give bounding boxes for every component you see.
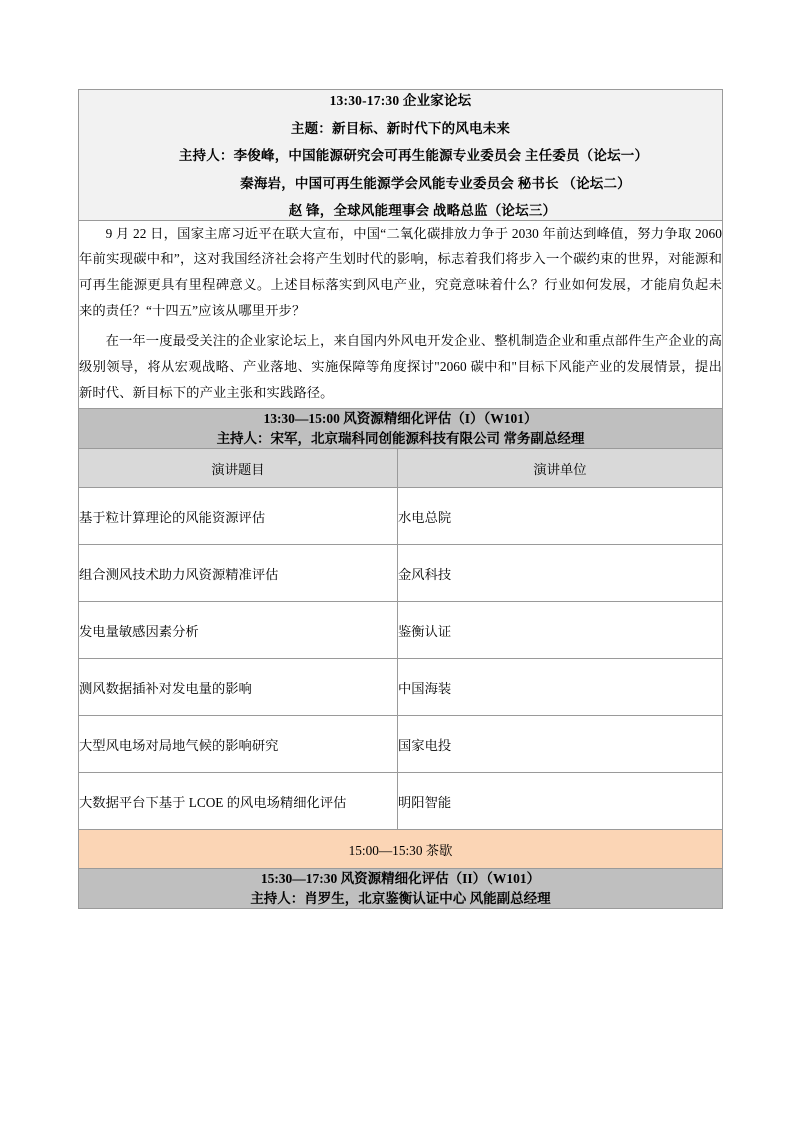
forum-paragraph-2: 在一年一度最受关注的企业家论坛上，来自国内外风电开发企业、整机制造企业和重点部件生产企业的高级别领导，将从宏观战略、产业落地、实施保障等角度探讨"2060 碳中和"目标下风能产业的发展情景，提出新时代、新目标下的产业主张和实践路径。 (79, 333, 722, 401)
presentation-title: 大型风电场对局地气候的影响研究 (79, 716, 398, 773)
table-row-session1-header (79, 408, 723, 448)
presentation-title: 组合测风技术助力风资源精准评估 (79, 545, 398, 602)
table-row (79, 716, 723, 773)
table-row (79, 773, 723, 830)
presentation-organization: 水电总院 (398, 488, 723, 545)
presentation-title: 发电量敏感因素分析 (79, 602, 398, 659)
session2-chair: 主持人：肖罗生，北京鉴衡认证中心 风能副总经理 (250, 890, 551, 906)
presentation-title: 大数据平台下基于 LCOE 的风电场精细化评估 (79, 773, 398, 830)
forum-chair-2: 秦海岩，中国可再生能源学会风能专业委员会 秘书长 （论坛二） (240, 175, 631, 191)
presentation-organization: 国家电投 (398, 716, 723, 773)
forum-paragraph-1: 9 月 22 日，国家主席习近平在联大宣布，中国“二氧化碳排放力争于 2030 年前达到峰值，努力争取 2060 年前实现碳中和”，这对我国经济社会将产生划时代的影响，标志着我们将步入一个碳约束的世界，对能源和可再生能源更具有里程碑意义。上述目标落实到风电产业，究竟意味着什么？行业如何发展，才能肩负起未来的责任？“十四五”应该从哪里开步？ (79, 225, 722, 319)
presentation-title: 基于粒计算理论的风能资源评估 (79, 488, 398, 545)
presentation-organization: 中国海装 (398, 659, 723, 716)
session2-time-title: 15:30—17:30 风资源精细化评估（II）（W101） (260, 871, 541, 887)
presentation-organization: 明阳智能 (398, 773, 723, 830)
forum-description-cell (79, 220, 723, 408)
forum-time-title: 13:30-17:30 企业家论坛 (329, 93, 472, 108)
table-row (79, 659, 723, 716)
session1-time-title: 13:30—15:00 风资源精细化评估（I）（W101） (263, 410, 538, 426)
session1-band (79, 408, 723, 448)
column-header-organization: 演讲单位 (398, 449, 723, 488)
tea-break-label: 15:00—15:30 茶歇 (79, 830, 723, 869)
table-row-session2-header (79, 869, 723, 909)
column-header-topic: 演讲题目 (79, 449, 398, 488)
table-row-break (79, 830, 723, 869)
table-row (79, 488, 723, 545)
presentation-organization: 鉴衡认证 (398, 602, 723, 659)
table-row (79, 545, 723, 602)
conference-agenda-table (78, 89, 723, 909)
session1-chair: 主持人：宋军，北京瑞科同创能源科技有限公司 常务副总经理 (216, 430, 585, 446)
forum-masthead-cell (79, 90, 723, 221)
table-row-column-headers (79, 449, 723, 488)
table-row-masthead (79, 90, 723, 221)
presentation-organization: 金风科技 (398, 545, 723, 602)
table-row-prose (79, 220, 723, 408)
table-row (79, 602, 723, 659)
forum-chair-3: 赵 锋，全球风能理事会 战略总监（论坛三） (288, 203, 557, 218)
forum-chair-1: 主持人：李俊峰，中国能源研究会可再生能源专业委员会 主任委员（论坛一） (178, 148, 649, 163)
presentation-title: 测风数据插补对发电量的影响 (79, 659, 398, 716)
forum-theme: 主题：新目标、新时代下的风电未来 (290, 120, 511, 136)
session2-band (79, 869, 723, 909)
